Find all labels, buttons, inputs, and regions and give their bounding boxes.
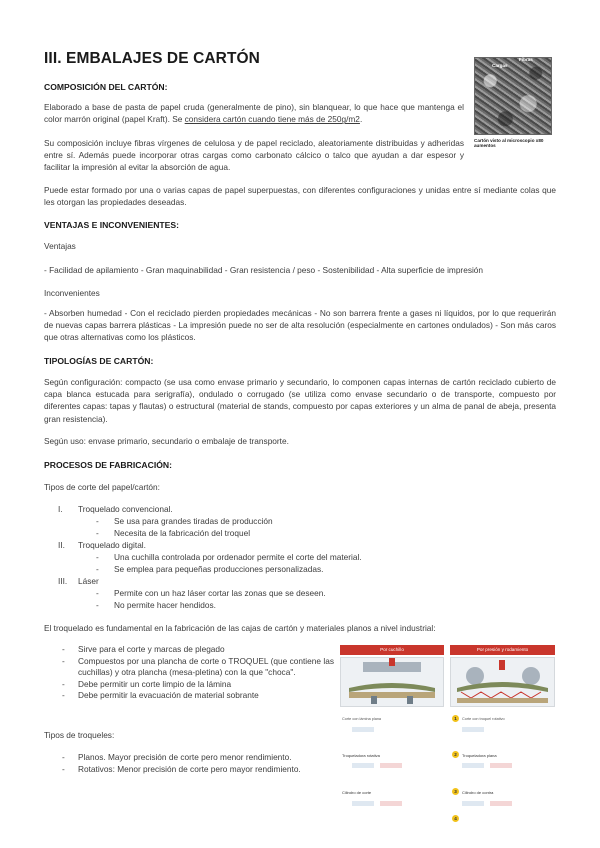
inconvenientes-text: - Absorben humedad - Con el reciclado pierden propiedades mecánicas - No son barrera frente a gases ni líquidos, por lo que requerirán de nuevas capas barrera plásticas - La impresión puede no ser de alta resolución (especialmente en cartones ondulados) - Son más caros que otras alternativas como los plásticos. bbox=[44, 308, 556, 343]
diagram-band-right: Por presión y rodamiento bbox=[450, 645, 555, 655]
section-heading-composicion: COMPOSICIÓN DEL CARTÓN: bbox=[44, 82, 168, 92]
section-heading-procesos: PROCESOS DE FABRICACIÓN: bbox=[44, 460, 172, 470]
photo-label-cargas: Cargas bbox=[492, 63, 508, 68]
photo-label-fibras: Fibras bbox=[519, 57, 533, 62]
composicion-paragraph-2: Su composición incluye fibras vírgenes de celulosa y de papel reciclado, aleatoriamente distribuidas y adheridas entre sí. Además puede incorporar otras cargas como carbonato cálcico o talco que ayudan a dar espesor y facilitar la impresión al evitar la absorción de agua. bbox=[44, 138, 464, 173]
diagram-badge: 1 bbox=[452, 715, 459, 722]
diagram-field bbox=[352, 727, 374, 732]
section-heading-ventajas: VENTAJAS E INCONVENIENTES: bbox=[44, 220, 179, 230]
diagram-field bbox=[352, 801, 374, 806]
roman-2: II. bbox=[58, 540, 65, 550]
diagram-badge: 2 bbox=[452, 751, 459, 758]
tipologias-paragraph-1: Según configuración: compacto (se usa como envase primario y secundario, lo componen capas internas de cartón reciclado cubierto de capa blanca estucada para serigrafía), ondulado o corrugado (se utiliza como envase secundario o de transporte, compuesto por diferentes capas: tapas y flautas) o estructural (material de stands, compuesto por capas exteriores y un alma de panal de abeja, presenta gran resistencia). bbox=[44, 377, 556, 424]
troquelado-diagram bbox=[340, 645, 555, 840]
corte-tipo-2-sub-1: - Una cuchilla controlada por ordenador permite el corte del material. bbox=[100, 552, 362, 564]
corte-tipo-3-sub-1: - Permite con un haz láser cortar las zonas que se deseen. bbox=[100, 588, 326, 600]
diagram-field bbox=[490, 763, 512, 768]
composicion-paragraph-3: Puede estar formado por una o varias capas de papel superpuestas, con diferentes configuraciones y unidas entre sí mediante colas que les otorgan las propiedades deseadas. bbox=[44, 185, 556, 208]
diagram-band-left: Por cuchillo bbox=[340, 645, 444, 655]
rotary-die-illustration bbox=[451, 658, 554, 706]
diagram-scene-right bbox=[450, 657, 555, 707]
diagram-badge: 3 bbox=[452, 788, 459, 795]
corte-tipo-1-title: Troquelado convencional. bbox=[78, 504, 173, 514]
composicion-p1-end: . bbox=[359, 114, 363, 125]
tipo-troquel: - Rotativos: Menor precisión de corte pero mayor rendimiento. bbox=[62, 764, 342, 776]
diagram-caption-right: Corte con troquel rotativo bbox=[462, 717, 505, 721]
corte-tipo-1-sub-1: - Se usa para grandes tiradas de producción bbox=[100, 516, 273, 528]
tipos-troqueles-label: Tipos de troqueles: bbox=[44, 730, 115, 740]
diagram-field bbox=[490, 801, 512, 806]
diagram-scene-left bbox=[340, 657, 444, 707]
corte-tipo-2-sub-2: - Se emplea para pequeñas producciones personalizadas. bbox=[100, 564, 323, 576]
diagram-field bbox=[462, 727, 484, 732]
diagram-field bbox=[462, 801, 484, 806]
troquelado-points bbox=[62, 644, 334, 702]
troquelado-point: - Debe permitir la evacuación de material sobrante bbox=[62, 690, 334, 702]
tipologias-paragraph-2: Según uso: envase primario, secundario o embalaje de transporte. bbox=[44, 436, 289, 446]
diagram-caption-left: Corte con lámina plana bbox=[342, 717, 382, 721]
flat-die-illustration bbox=[341, 658, 443, 706]
composicion-p1-underlined: considera cartón cuando tiene más de 250g/m2 bbox=[184, 114, 360, 125]
ventajas-label: Ventajas bbox=[44, 241, 76, 251]
ventajas-text: - Facilidad de apilamiento - Gran maquinabilidad - Gran resistencia / peso - Sostenibilidad - Alta superficie de impresión bbox=[44, 265, 484, 275]
troquelado-point: - Compuestos por una plancha de corte o TROQUEL (que contiene las cuchillas) y otra plancha (mesa-pletina) con la que "choca". bbox=[62, 656, 334, 679]
corte-tipo-2-title: Troquelado digital. bbox=[78, 540, 146, 550]
diagram-field bbox=[462, 763, 484, 768]
corte-tipo-3-title: Láser bbox=[78, 576, 99, 586]
tipo-troquel: - Planos. Mayor precisión de corte pero menor rendimiento. bbox=[62, 752, 342, 764]
roman-3: III. bbox=[58, 576, 68, 586]
diagram-field bbox=[380, 763, 402, 768]
composicion-paragraph-1 bbox=[44, 101, 464, 125]
diagram-row-label: Cilindro de corte bbox=[342, 790, 372, 795]
diagram-field bbox=[380, 801, 402, 806]
troquelado-intro: El troquelado es fundamental en la fabricación de las cajas de cartón y materiales planos a nivel industrial: bbox=[44, 623, 436, 633]
corte-tipo-3-sub-2: - No permite hacer hendidos. bbox=[100, 600, 216, 612]
section-heading-tipologias: TIPOLOGÍAS DE CARTÓN: bbox=[44, 356, 154, 366]
corte-tipo-1-sub-2: - Necesita de la fabricación del troquel bbox=[100, 528, 250, 540]
photo-caption: Cartón visto al microscopio x80 aumentos bbox=[474, 138, 544, 148]
inconvenientes-label: Inconvenientes bbox=[44, 288, 100, 298]
diagram-badge: 4 bbox=[452, 815, 459, 822]
diagram-row-label: Cilindro de contra bbox=[462, 790, 494, 795]
tipos-troqueles-list bbox=[62, 752, 342, 775]
troquelado-point: - Debe permitir un corte limpio de la lámina bbox=[62, 679, 334, 691]
diagram-row-label: Troqueladora plana bbox=[462, 753, 497, 758]
troquelado-point: - Sirve para el corte y marcas de plegado bbox=[62, 644, 334, 656]
diagram-field bbox=[352, 763, 374, 768]
diagram-row-label: Troqueladora rotativa bbox=[342, 753, 380, 758]
procesos-intro: Tipos de corte del papel/cartón: bbox=[44, 482, 160, 492]
page-title: III. EMBALAJES DE CARTÓN bbox=[44, 50, 260, 67]
microscope-photo bbox=[474, 57, 552, 135]
composicion-p1-text: Elaborado a base de pasta de papel cruda (generalmente de pino), sin blanquear, lo que hace que mantenga el color marrón original (papel Kraft). Se bbox=[44, 102, 464, 125]
roman-1: I. bbox=[58, 504, 63, 514]
